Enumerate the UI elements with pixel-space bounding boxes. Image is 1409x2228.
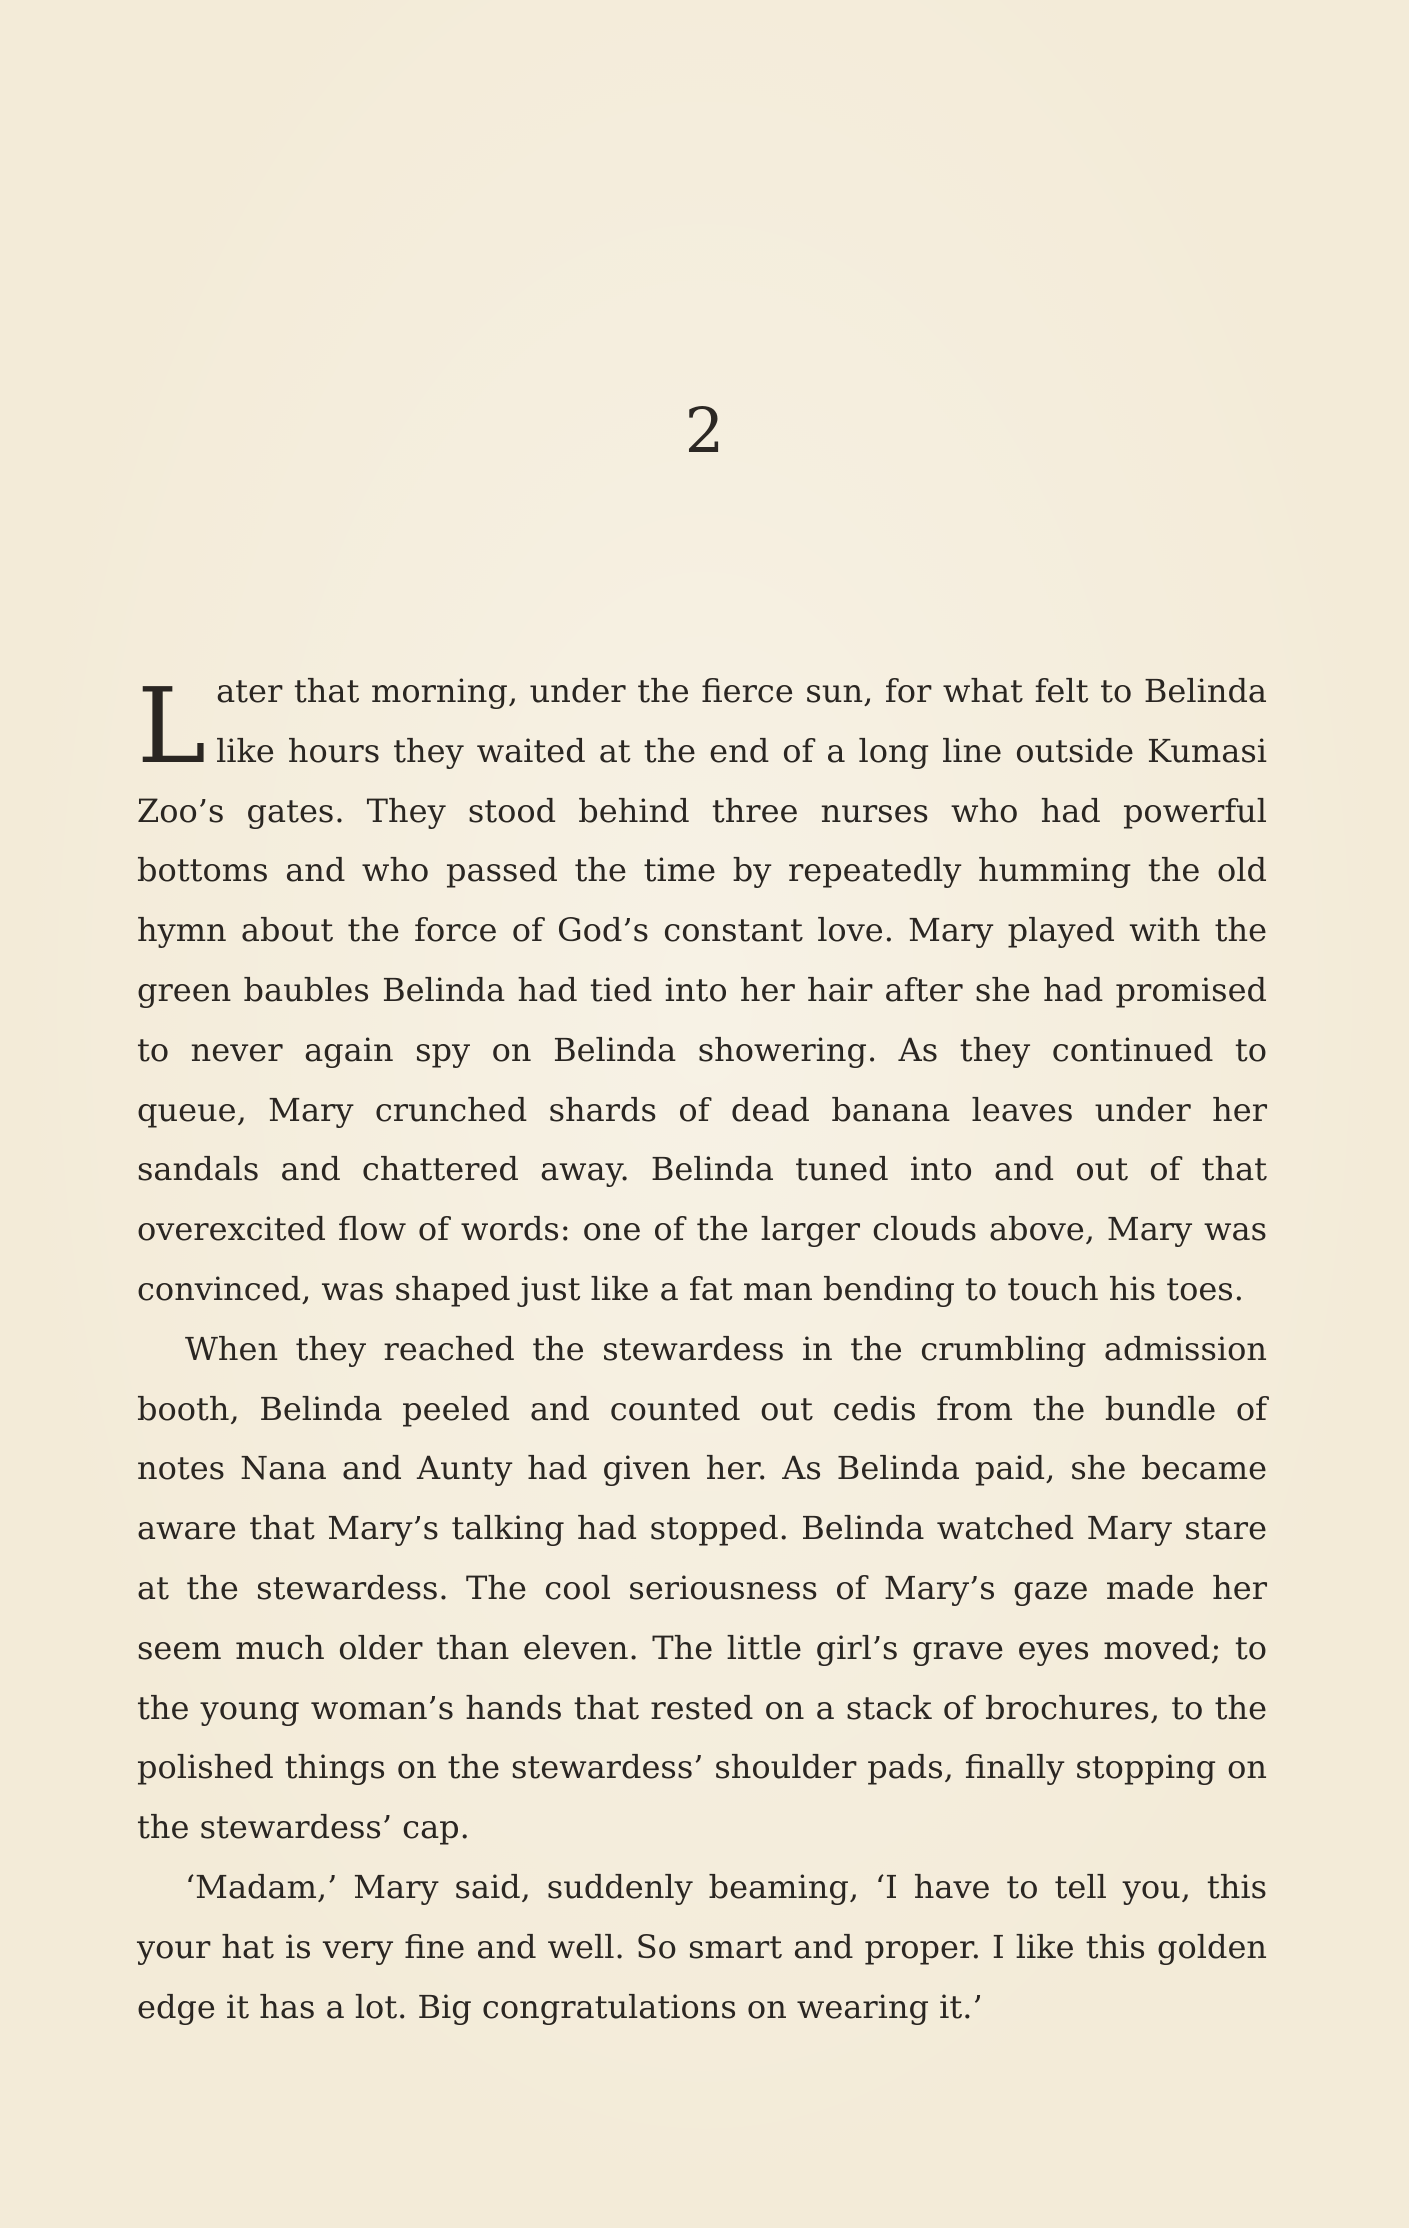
paragraph: [137, 662, 1267, 1320]
drop-cap: L: [137, 665, 207, 787]
chapter-number: 2: [684, 394, 725, 467]
chapter-body: [137, 662, 1267, 2037]
paragraph-text: ater that morning, under the fierce sun, for what felt to Belinda like hours they waited at the end of a long line outside Kumasi Zoo’s gates. They stood behind three nurses who had powerful bottoms and who passed the time by repeatedly humming the old hymn about the force of God’s constant love. Mary played with the green baubles Belinda had tied into her hair after she had promised to never again spy on Belinda showering. As they continued to queue, Mary crunched shards of dead banana leaves under her sandals and chattered away. Belinda tuned into and out of that overexcited flow of words: one of the larger clouds above, Mary was convinced, was shaped just like a fat man bending to touch his toes.: [137, 672, 1267, 1308]
paragraph: When they reached the stewardess in the crumbling admission booth, Belinda peeled and counted out cedis from the bundle of notes Nana and Aunty had given her. As Belinda paid, she became aware that Mary’s talking had stopped. Belinda watched Mary stare at the stewardess. The cool seriousness of Mary’s gaze made her seem much older than eleven. The little girl’s grave eyes moved; to the young woman’s hands that rested on a stack of brochures, to the polished things on the stewardess’ shoulder pads, finally stopping on the stewardess’ cap.: [137, 1329, 1267, 1847]
paragraph: ‘Madam,’ Mary said, suddenly beaming, ‘I have to tell you, this your hat is very fine and well. So smart and proper. I like this golden edge it has a lot. Big congratulations on wearing it.’: [137, 1867, 1267, 2026]
